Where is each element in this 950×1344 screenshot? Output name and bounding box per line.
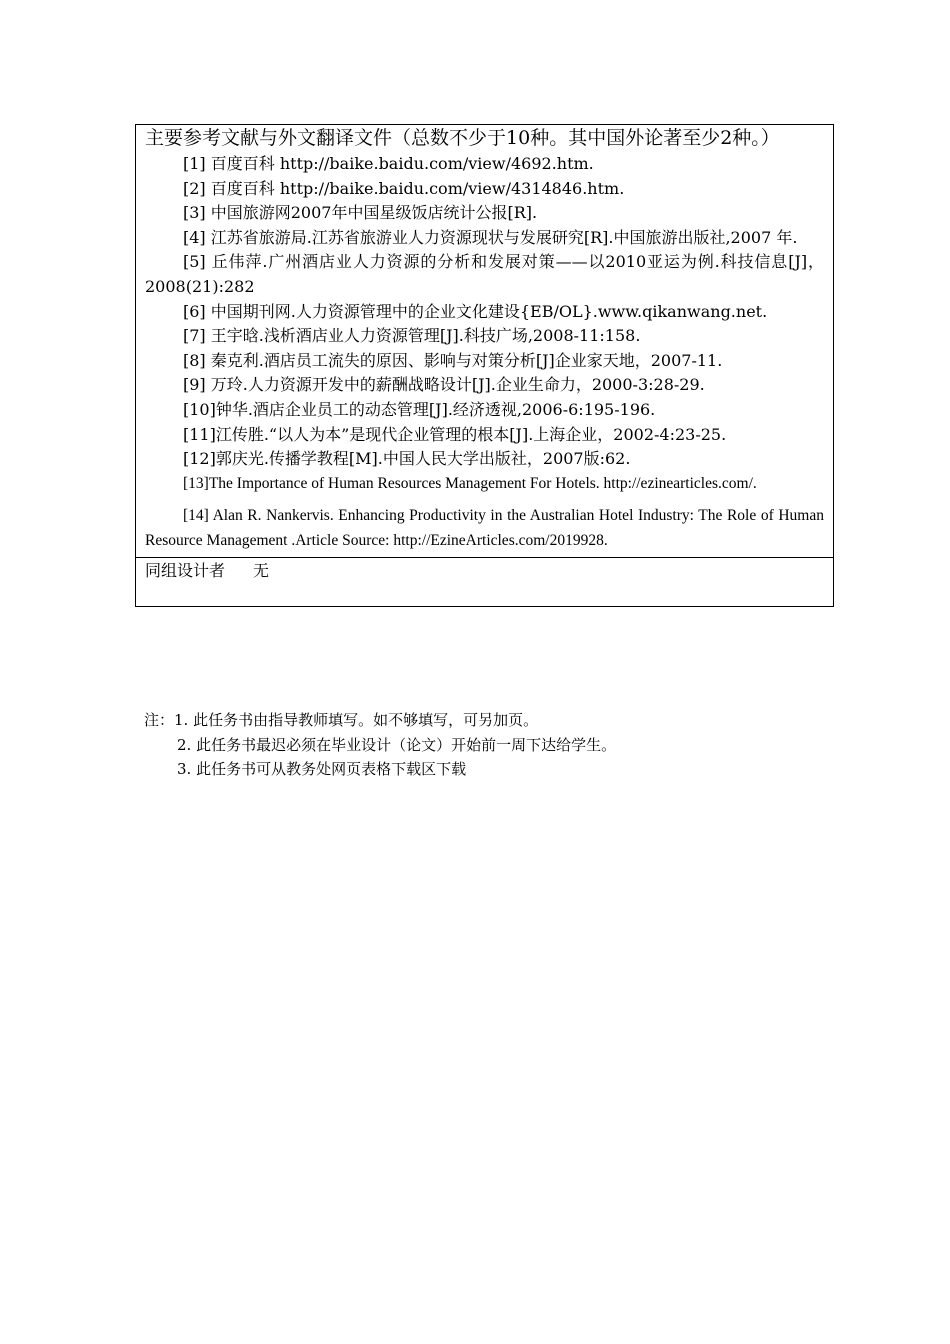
reference-item: [14] Alan R. Nankervis. Enhancing Productivity in the Australian Hotel Industry: The Role of Human Resource Management .Article Source: http://EzineArticles.com/2019928.	[145, 507, 824, 549]
reference-item: [3] 中国旅游网2007年中国星级饭店统计公报[R].	[183, 203, 538, 223]
note-line: 注：1. 此任务书由指导教师填写。如不够填写，可另加页。	[144, 711, 539, 729]
task-form-table	[135, 124, 834, 607]
references-heading-note: （总数不少于10种。其中国外论著至少2种。）	[392, 127, 780, 149]
reference-item: [9] 万玲.人力资源开发中的薪酬战略设计[J].企业生命力，2000-3:28-29.	[183, 375, 705, 395]
references-heading-title: 主要参考文献与外文翻译文件	[145, 127, 393, 149]
reference-item: [12]郭庆光.传播学教程[M].中国人民大学出版社，2007版:62.	[183, 449, 631, 469]
reference-item: [10]钟华.酒店企业员工的动态管理[J].经济透视,2006-6:195-196.	[183, 399, 656, 419]
designer-cell	[136, 558, 833, 606]
note-line: 3. 此任务书可从教务处网页表格下载区下载	[177, 760, 467, 778]
reference-item: [6] 中国期刊网.人力资源管理中的企业文化建设{EB/OL}.www.qikanwang.net.	[183, 301, 768, 321]
references-heading	[145, 126, 824, 150]
reference-item: [8] 秦克利.酒店员工流失的原因、影响与对策分析[J]企业家天地，2007-11.	[183, 350, 723, 370]
reference-item: [13]The Importance of Human Resources Management For Hotels. http://ezinearticles.com/.	[183, 474, 757, 492]
reference-item: [1] 百度百科 http://baike.baidu.com/view/4692.htm.	[183, 154, 594, 173]
designer-label: 同组设计者	[145, 560, 226, 580]
note-line: 2. 此任务书最迟必须在毕业设计（论文）开始前一周下达给学生。	[177, 735, 617, 754]
reference-item: [7] 王宇晗.浅析酒店业人力资源管理[J].科技广场,2008-11:158.	[183, 326, 641, 346]
reference-item: [2] 百度百科 http://baike.baidu.com/view/4314846.htm.	[183, 178, 625, 198]
designer-value: 无	[253, 560, 270, 580]
notes-section	[144, 708, 824, 782]
reference-item: [11]江传胜.“以人为本”是现代企业管理的根本[J].上海企业，2002-4:23-25.	[183, 424, 727, 444]
reference-item: [4] 江苏省旅游局.江苏省旅游业人力资源现状与发展研究[R].中国旅游出版社,2007 年.	[183, 227, 798, 247]
references-cell	[136, 126, 833, 558]
reference-item: [5] 丘伟萍.广州酒店业人力资源的分析和发展对策——以2010亚运为例.科技信息[J]，2008(21):282	[145, 252, 824, 296]
